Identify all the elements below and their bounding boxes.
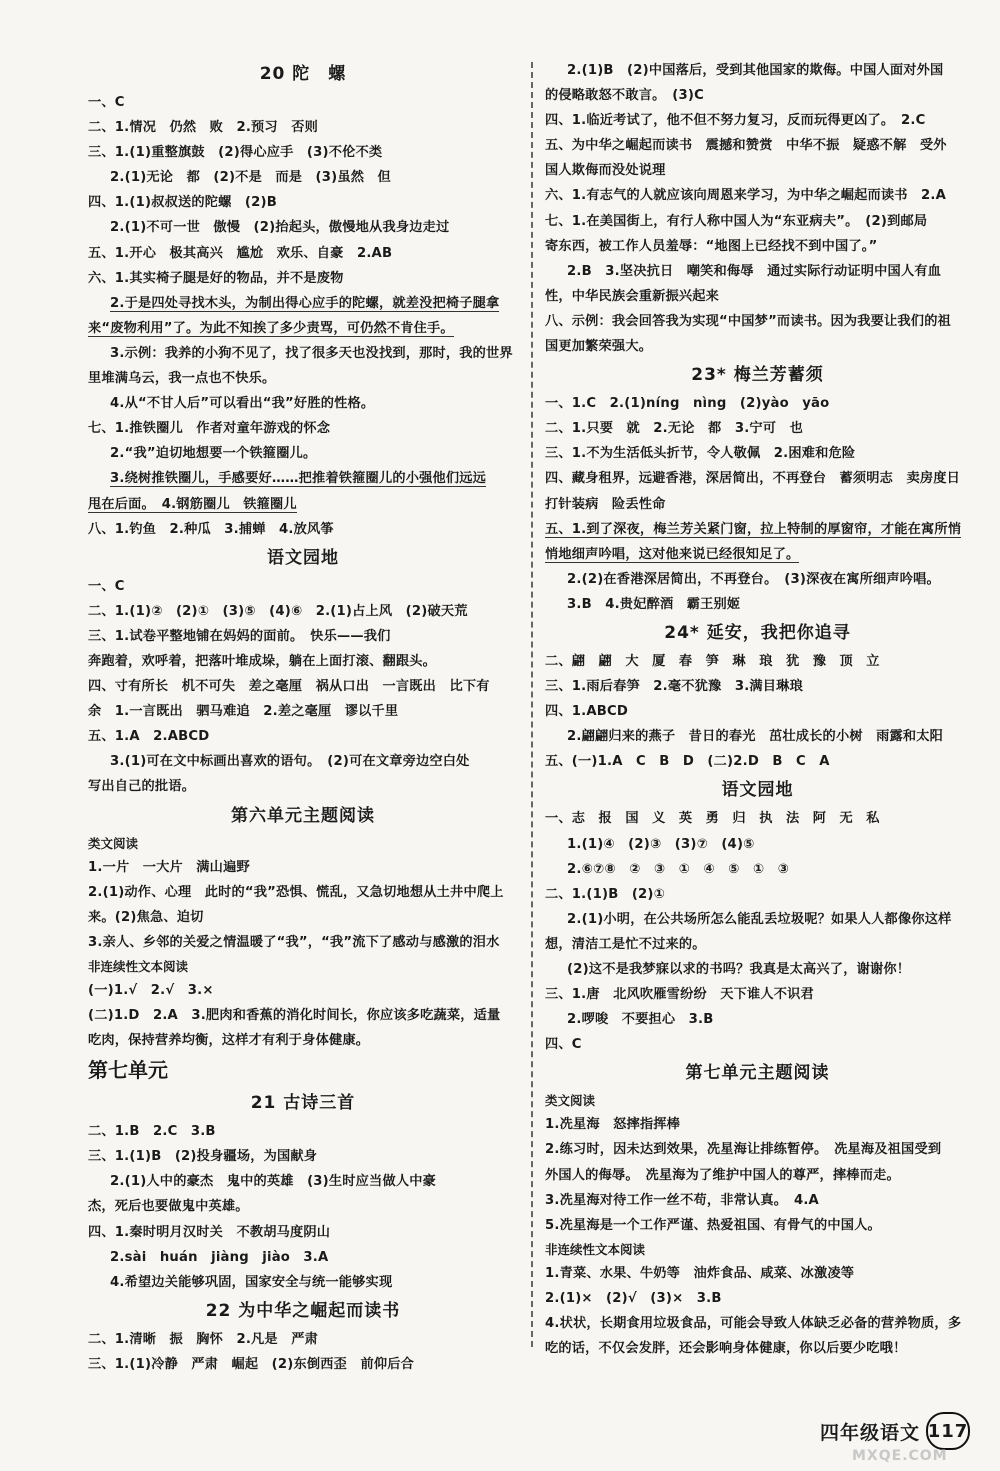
answer-line: 四、1.临近考试了，他不但不努力复习，反而玩得更凶了。 2.C — [545, 113, 926, 129]
answer-line: 二、1.B 2.C 3.B — [88, 1124, 216, 1140]
page-number: 117 — [926, 1412, 970, 1450]
answer-line: 六、1.其实椅子腿是好的物品，并不是废物 — [88, 270, 344, 286]
answer-line: 2.(1)动作、心理 此时的“我”恐惧、慌乱，又急切地想从土井中爬上 — [88, 884, 504, 900]
answer-line: (一)1.√ 2.√ 3.× — [88, 982, 214, 998]
watermark: MXQE.COM — [852, 1448, 948, 1464]
underlined-text: 五、1.到了深夜，梅兰芳关紧门窗，拉上特制的厚窗帘，才能在寓所悄 — [545, 521, 962, 537]
section-title: 22 为中华之崛起而读书 — [205, 1300, 401, 1321]
answer-line: (二)1.D 2.A 3.肥肉和香蕉的消化时间长，你应该多吃蔬菜，适量 — [88, 1008, 501, 1023]
page-footer — [820, 1412, 970, 1450]
answer-line: 4.从“不甘人后”可以看出“我”好胜的性格。 — [110, 396, 375, 412]
answer-line: 国更加繁荣强大。 — [545, 339, 653, 355]
answer-line: 3.(1)可在文中标画出喜欢的语句。 (2)可在文章旁边空白处 — [110, 754, 470, 770]
answer-line: 来。(2)焦急、迫切 — [88, 909, 204, 925]
answer-line: 2.练习时，因未达到效果，冼星海让排练暂停。 冼星海及祖国受到 — [545, 1142, 942, 1158]
answer-line: 七、1.推铁圈儿 作者对童年游戏的怀念 — [88, 421, 331, 437]
answer-line: 二、翩 翩 大 厦 春 笋 琳 琅 犹 豫 顶 立 — [545, 653, 880, 669]
answer-line: 八、1.钓鱼 2.种瓜 3.捕蝉 4.放风筝 — [88, 521, 334, 537]
answer-line: 四、藏身租界，远避香港，深居简出，不再登台 蓄须明志 卖房度日 — [545, 471, 961, 487]
answer-line — [88, 291, 518, 316]
answer-line: 2.(1)人中的豪杰 鬼中的英雄 (3)生时应当做人中豪 — [110, 1174, 436, 1190]
answer-line — [88, 492, 518, 517]
section-title: 20 陀 螺 — [259, 64, 347, 84]
subsection-label: 类文阅读 — [545, 1093, 596, 1109]
answer-line: 5.冼星海是一个工作严谨、热爱祖国、有骨气的中国人。 — [545, 1217, 881, 1233]
answer-line: 七、1.在美国街上，有行人称中国人为“东亚病夫”。 (2)到邮局 — [545, 213, 928, 229]
section-title: 语文园地 — [267, 547, 339, 568]
answer-line: 一、志 报 国 义 英 勇 归 执 法 阿 无 私 — [545, 811, 880, 827]
answer-line: 五、1.A 2.ABCD — [88, 729, 210, 745]
answer-line: 四、1.ABCD — [545, 704, 629, 720]
underlined-text: 来“废物利用”了。为此不知挨了多少责骂，可仍然不肯住手。 — [88, 320, 454, 336]
underlined-text: 甩在后面。 4.钢筋圈儿 铁箍圈儿 — [88, 496, 297, 512]
answer-line: 吃肉，保持营养均衡，这样才有利于身体健康。 — [88, 1033, 370, 1049]
answer-line: 五、(一)1.A C B D (二)2.D B C A — [545, 754, 830, 770]
section-title: 24* 延安，我把你追寻 — [664, 622, 851, 643]
section-title: 第七单元主题阅读 — [685, 1063, 830, 1084]
left-column — [88, 58, 518, 1377]
answer-line: 3.B 4.贵妃醉酒 霸王别姬 — [567, 596, 741, 612]
section-title: 第六单元主题阅读 — [231, 805, 375, 826]
answer-line: 2.(1)B (2)中国落后，受到其他国家的欺侮。中国人面对外国 — [567, 63, 944, 78]
answer-line: 三、1.(1)B (2)投身疆场，为国献身 — [88, 1149, 318, 1165]
subsection-label: 非连续性文本阅读 — [545, 1241, 646, 1257]
answer-line: 五、为中华之崛起而读书 震撼和赞赏 中华不振 疑惑不解 受外 — [545, 138, 947, 154]
answer-line: 三、1.(1)冷静 严肃 崛起 (2)东倒西歪 前仰后合 — [88, 1356, 414, 1372]
answer-line: 三、1.不为生活低头折节，令人敬佩 2.困难和危险 — [545, 446, 856, 462]
answer-line: 1.(1)④ (2)③ (3)⑦ (4)⑤ — [567, 836, 755, 852]
answer-line: 2.(1)小明，在公共场所怎么能乱丢垃圾呢？如果人人都像你这样 — [567, 911, 952, 927]
answer-line: 1.青菜、水果、牛奶等 油炸食品、咸菜、冰激凌等 — [545, 1265, 855, 1281]
answer-line: 3.亲人、乡邻的关爱之情温暖了“我”，“我”流下了感动与感激的泪水 — [88, 934, 500, 950]
unit-heading: 第七单元 — [88, 1058, 168, 1083]
answer-line: 三、1.(1)重整旗鼓 (2)得心应手 (3)不伦不类 — [88, 145, 383, 161]
answer-line: 的侵略敢怒不敢言。 (3)C — [545, 88, 704, 104]
answer-line: 2.⑥⑦⑧ ② ③ ① ④ ⑤ ① ③ — [567, 861, 789, 877]
grade-subject-label: 四年级语文 — [820, 1421, 921, 1444]
answer-line: 3.冼星海对待工作一丝不苟，非常认真。 4.A — [545, 1192, 819, 1208]
answer-line: 2.(1)无论 都 (2)不是 而是 (3)虽然 但 — [110, 170, 391, 186]
answer-line: 一、1.C 2.(1)níng nìng (2)yào yāo — [545, 396, 830, 412]
answer-line: 3.示例：我养的小狗不见了，找了很多天也没找到，那时，我的世界 — [110, 345, 513, 361]
section-title: 23* 梅兰芳蓄须 — [691, 365, 824, 386]
right-column — [545, 58, 970, 1361]
answer-line: 奔跑着，欢呼着，把落叶堆成垛，躺在上面打滚、翻跟头。 — [88, 653, 437, 669]
answer-line: 六、1.有志气的人就应该向周恩来学习，为中华之崛起而读书 2.A — [545, 188, 947, 204]
answer-line: 4.希望边关能够巩固，国家安全与统一能够实现 — [110, 1274, 393, 1290]
answer-line: 2.(1)× (2)√ (3)× 3.B — [545, 1290, 722, 1306]
answer-line: 国人欺侮而没处说理 — [545, 163, 666, 179]
answer-line: 2.翩翩归来的燕子 昔日的春光 茁壮成长的小树 雨露和太阳 — [567, 729, 944, 745]
answer-line: 杰，死后也要做鬼中英雄。 — [88, 1199, 249, 1215]
answer-line: 2.(1)不可一世 傲慢 (2)抬起头，傲慢地从我身边走过 — [110, 220, 450, 236]
answer-line — [545, 517, 970, 542]
answer-line: 2.B 3.坚决抗日 嘲笑和侮辱 通过实际行动证明中国人有血 — [567, 263, 942, 279]
underlined-text: 2.于是四处寻找木头，为制出得心应手的陀螺，就差没把椅子腿拿 — [110, 295, 500, 311]
answer-line: 二、1.清晰 振 胸怀 2.凡是 严肃 — [88, 1331, 318, 1347]
underlined-text: 悄地细声吟唱，这对他来说已经很知足了。 — [545, 546, 800, 562]
answer-line: 4.状状，长期食用垃圾食品，可能会导致人体缺乏必备的营养物质，多 — [545, 1316, 962, 1332]
answer-line: 余 1.一言既出 驷马难追 2.差之毫厘 谬以千里 — [88, 704, 399, 720]
answer-line: 2.sài huán jiàng jiào 3.A — [110, 1249, 329, 1265]
answer-line: 打针装病 险丢性命 — [545, 496, 666, 512]
answer-line: 一、C — [88, 95, 125, 110]
answer-line: 里堆满乌云，我一点也不快乐。 — [88, 371, 276, 387]
answer-line: 二、1.(1)② (2)① (3)⑤ (4)⑥ 2.(1)占上风 (2)破天荒 — [88, 603, 468, 619]
section-title: 语文园地 — [721, 780, 794, 801]
answer-line: 2.(2)在香港深居简出，不再登台。 (3)深夜在寓所细声吟唱。 — [567, 571, 940, 587]
answer-line: 写出自己的批语。 — [88, 779, 196, 795]
answer-line: 1.一片 一大片 满山遍野 — [88, 859, 250, 875]
answer-line: 1.冼星海 怒摔指挥棒 — [545, 1117, 681, 1133]
section-title: 21 古诗三首 — [250, 1093, 356, 1114]
answer-line: 三、1.雨后春笋 2.毫不犹豫 3.满目琳琅 — [545, 679, 803, 695]
answer-line: 二、1.(1)B (2)① — [545, 886, 666, 902]
answer-line: 2.啰唆 不要担心 3.B — [567, 1012, 714, 1028]
answer-line: 四、1.(1)叔叔送的陀螺 (2)B — [88, 195, 277, 211]
answer-line: 一、C — [88, 578, 125, 594]
answer-line: 吃的话，不仅会发胖，还会影响身体健康，你以后要少吃哦！ — [545, 1341, 907, 1357]
answer-line: 四、寸有所长 机不可失 差之毫厘 祸从口出 一言既出 比下有 — [88, 679, 490, 695]
answer-line: 性，中华民族会重新振兴起来 — [545, 288, 720, 304]
subsection-label: 非连续性文本阅读 — [88, 958, 189, 974]
answer-line: 三、1.唐 北风吹雁雪纷纷 天下谁人不识君 — [545, 987, 814, 1003]
answer-line: 四、C — [545, 1037, 582, 1053]
answer-line — [545, 542, 970, 567]
answer-line: 三、1.试卷平整地铺在妈妈的面前。 快乐——我们 — [88, 628, 391, 644]
answer-line: 二、1.情况 仍然 败 2.预习 否则 — [88, 120, 318, 136]
answer-line: 二、1.只要 就 2.无论 都 3.宁可 也 — [545, 421, 803, 437]
answer-line: 八、示例：我会回答我为实现“中国梦”而读书。因为我要让我们的祖 — [545, 313, 951, 329]
answer-line: 四、1.秦时明月汉时关 不教胡马度阴山 — [88, 1224, 331, 1240]
answer-line: 2.“我”迫切地想要一个铁箍圈儿。 — [110, 446, 317, 462]
answer-line — [88, 316, 518, 341]
answer-line: 外国人的侮辱。 冼星海为了维护中国人的尊严，摔棒而走。 — [545, 1167, 900, 1183]
answer-line: 五、1.开心 极其高兴 尴尬 欢乐、自豪 2.AB — [88, 245, 393, 261]
answer-line — [88, 466, 518, 491]
answer-line: 寄东西，被工作人员羞辱：“地图上已经找不到中国了。” — [545, 238, 878, 254]
underlined-text: 3.绕树推铁圈儿，手感要好……把推着铁箍圈儿的小强他们远远 — [110, 471, 487, 487]
column-divider — [531, 62, 533, 1347]
subsection-label: 类文阅读 — [88, 835, 139, 851]
answer-line: 想，清洁工是忙不过来的。 — [545, 936, 706, 952]
answer-line: (2)这不是我梦寐以求的书吗？我真是太高兴了，谢谢你！ — [567, 962, 911, 977]
